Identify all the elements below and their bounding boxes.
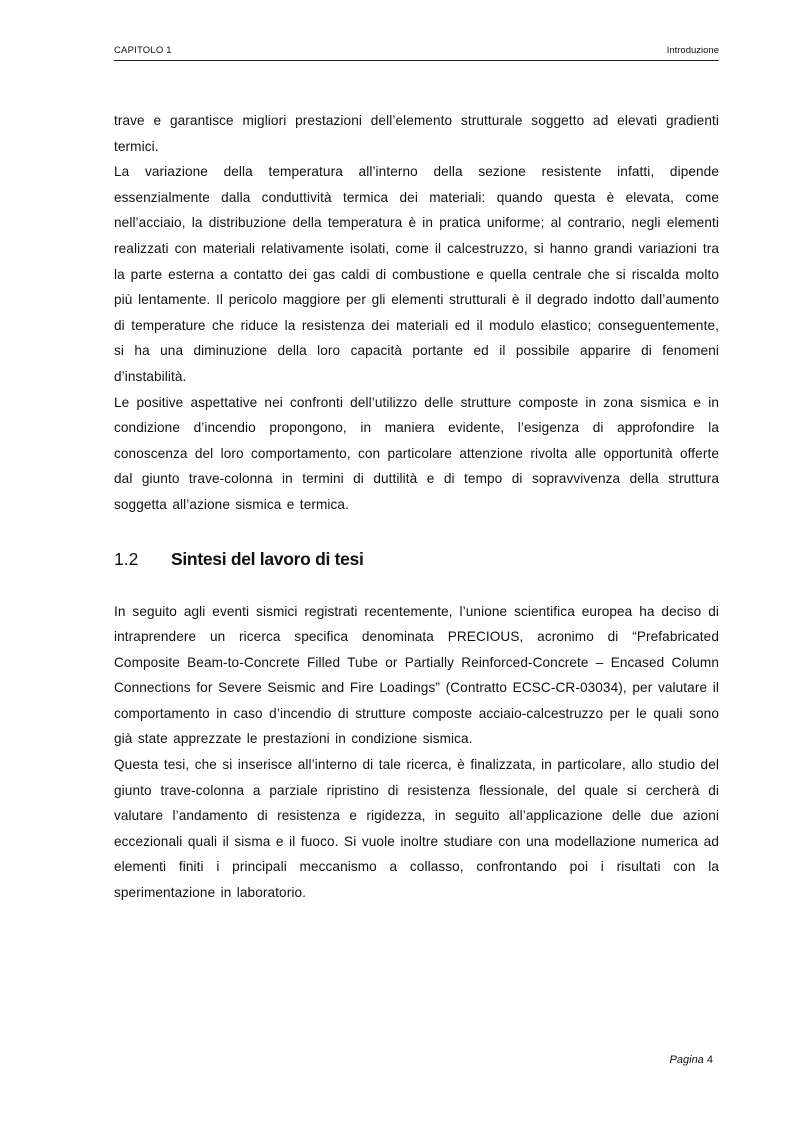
page-footer — [670, 1052, 713, 1068]
section-number: 1.2 — [114, 548, 139, 569]
page-body — [114, 108, 719, 906]
chapter-label: CAPITOLO 1 — [114, 45, 172, 56]
section-label: Introduzione — [666, 45, 719, 56]
paragraph-2: La variazione della temperatura all’interno della sezione resistente infatti, dipende essenzialmente dalla conduttività termica dei materiali: quando questa è elevata, come nell’acciaio, la distribuzione della temperatura è in pratica uniforme; al contrario, negli elementi realizzati con materiali relativamente isolati, come il calcestruzzo, si hanno grandi variazioni tra la parte esterna a contatto dei gas caldi di combustione e quella centrale che si riscalda molto più lentamente. Il pericolo maggiore per gli elementi strutturali è il degrado indotto dall’aumento di temperature che riduce la resistenza dei materiali ed il modulo elastico; conseguentemente, si ha una diminuzione della loro capacità portante ed il possibile apparire di fenomeni d’instabilità. — [114, 164, 719, 384]
section-title: Sintesi del lavoro di tesi — [171, 548, 364, 569]
paragraph-1: trave e garantisce migliori prestazioni dell’elemento strutturale soggetto ad elevati gradienti termici. — [114, 113, 719, 154]
paragraph-3: Le positive aspettative nei confronti dell’utilizzo delle strutture composte in zona sismica e in condizione d’incendio propongono, in maniera evidente, l’esigenza di approfondire la conoscenza del loro comportamento, con particolare attenzione rivolta alle opportunità offerte dal giunto trave-colonna in termini di duttilità e di tempo di sopravvivenza della struttura soggetta all’azione sismica e termica. — [114, 394, 719, 512]
page-label: Pagina — [669, 1054, 704, 1066]
page-number: 4 — [706, 1054, 713, 1066]
page-header — [114, 44, 719, 61]
section-heading — [114, 518, 719, 599]
paragraph-4: In seguito agli eventi sismici registrati recentemente, l’unione scientifica europea ha deciso di intraprendere un ricerca specifica denominata PRECIOUS, acronimo di “Prefabricated Composite Beam-to-Concrete Filled Tube or Partially Reinforced-Concrete – Encased Column Connections for Severe Seismic and Fire Loadings” (Contratto ECSC-CR-03034), per valutare il comportamento in caso d’incendio di strutture composte acciaio-calcestruzzo per le quali sono già state apprezzate le prestazioni in condizione sismica. — [114, 603, 719, 747]
paragraph-5: Questa tesi, che si inserisce all’interno di tale ricerca, è finalizzata, in particolare, allo studio del giunto trave-colonna a parziale ripristino di resistenza flessionale, del quale si cercherà di valutare l’andamento di resistenza e rigidezza, in seguito all’applicazione delle due azioni eccezionali quali il sisma e il fuoco. Si vuole inoltre studiare con una modellazione numerica ad elementi finiti i principali meccanismo a collasso, confrontando poi i risultati con la sperimentazione in laboratorio. — [114, 757, 719, 901]
